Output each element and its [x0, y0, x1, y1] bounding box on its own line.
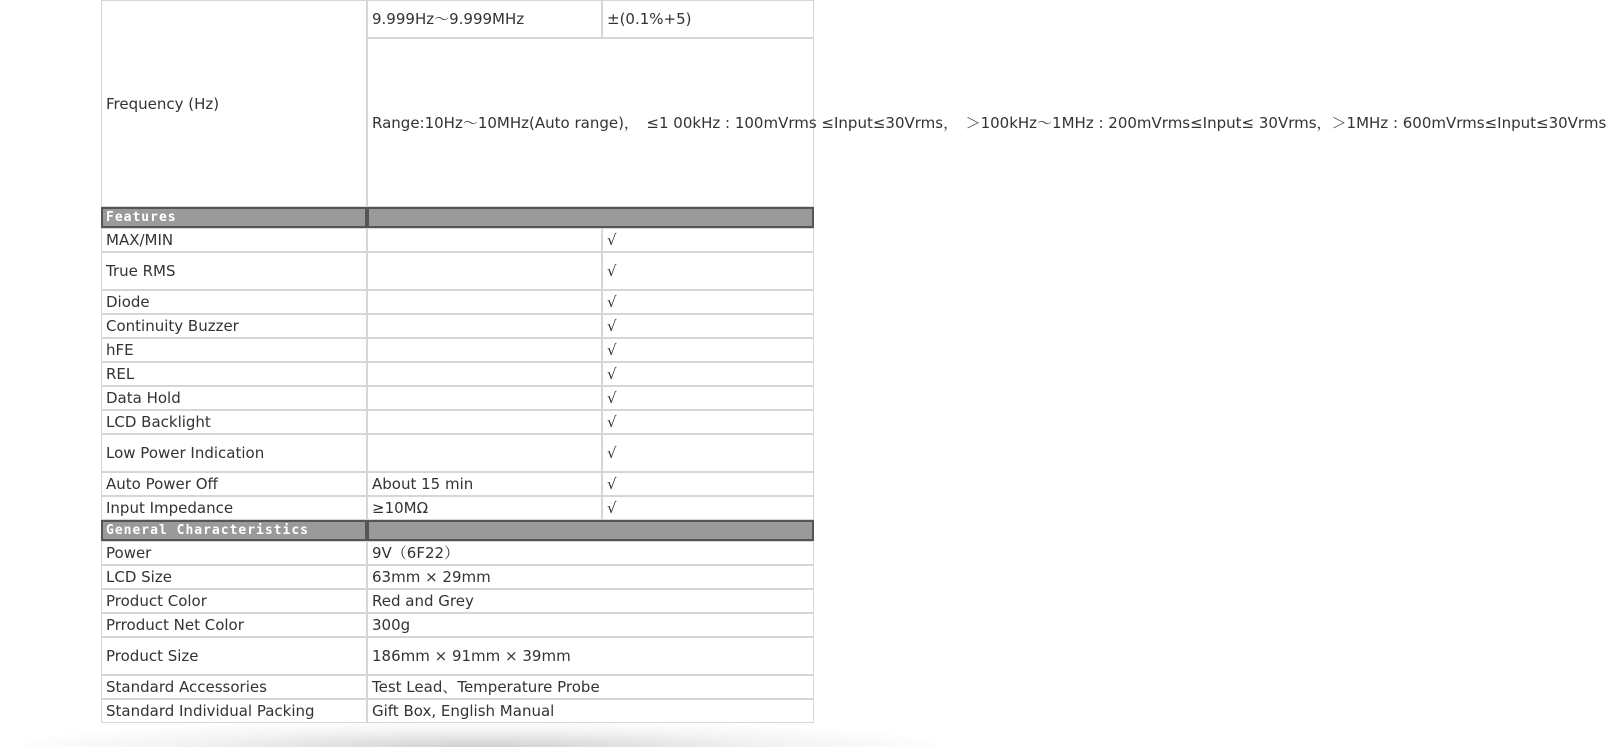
frequency-accuracy: ±(0.1%+5): [602, 0, 814, 38]
feature-row: [101, 472, 814, 496]
feature-row: [101, 252, 814, 290]
general-name: Product Size: [101, 637, 367, 675]
feature-value: ≥10MΩ: [367, 496, 602, 520]
general-value: 9V（6F22）: [367, 541, 814, 565]
spec-sheet: [101, 0, 1606, 720]
feature-check: √: [602, 362, 814, 386]
feature-row: [101, 410, 814, 434]
feature-check: √: [602, 496, 814, 520]
general-value: 300g: [367, 613, 814, 637]
feature-row: [101, 362, 814, 386]
feature-name: REL: [101, 362, 367, 386]
features-section-header: [101, 207, 814, 228]
general-value: Test Lead、Temperature Probe: [367, 675, 814, 699]
general-value: Gift Box, English Manual: [367, 699, 814, 723]
feature-name: LCD Backlight: [101, 410, 367, 434]
feature-row: [101, 496, 814, 520]
feature-value: [367, 228, 602, 252]
feature-name: MAX/MIN: [101, 228, 367, 252]
feature-check: √: [602, 386, 814, 410]
frequency-note: Range:10Hz～10MHz(Auto range)， ≤1 00kHz : 100mVrms ≤Input≤30Vrms， ＞100kHz～1MHz : 200mVrms≤Input≤ 30Vrms，＞1MHz : 600mVrms≤Input≤30Vrms: [367, 38, 814, 207]
frequency-row: [101, 0, 814, 38]
spec-table: [101, 0, 1606, 723]
feature-value: [367, 362, 602, 386]
feature-check: √: [602, 228, 814, 252]
general-name: Standard Accessories: [101, 675, 367, 699]
feature-name: Auto Power Off: [101, 472, 367, 496]
feature-name: True RMS: [101, 252, 367, 290]
frequency-range-value: 9.999Hz～9.999MHz: [367, 0, 602, 38]
feature-row: [101, 314, 814, 338]
feature-check: √: [602, 252, 814, 290]
general-row: [101, 565, 814, 589]
feature-value: [367, 386, 602, 410]
feature-row: [101, 434, 814, 472]
feature-name: hFE: [101, 338, 367, 362]
features-header: Features: [101, 207, 367, 228]
feature-value: [367, 338, 602, 362]
general-row: [101, 589, 814, 613]
feature-check: √: [602, 314, 814, 338]
feature-check: √: [602, 290, 814, 314]
feature-value: About 15 min: [367, 472, 602, 496]
feature-row: [101, 338, 814, 362]
feature-check: √: [602, 410, 814, 434]
feature-check: √: [602, 338, 814, 362]
page-shadow: [20, 722, 940, 747]
feature-check: √: [602, 472, 814, 496]
feature-value: [367, 314, 602, 338]
general-section-header: [101, 520, 814, 541]
feature-name: Diode: [101, 290, 367, 314]
feature-value: [367, 434, 602, 472]
general-value: Red and Grey: [367, 589, 814, 613]
general-value: 63mm × 29mm: [367, 565, 814, 589]
feature-value: [367, 290, 602, 314]
general-name: Standard Individual Packing: [101, 699, 367, 723]
general-name: Prroduct Net Color: [101, 613, 367, 637]
general-row: [101, 613, 814, 637]
feature-value: [367, 410, 602, 434]
general-row: [101, 675, 814, 699]
feature-name: Input Impedance: [101, 496, 367, 520]
general-name: Product Color: [101, 589, 367, 613]
feature-check: √: [602, 434, 814, 472]
feature-row: [101, 228, 814, 252]
general-header: General Characteristics: [101, 520, 367, 541]
general-row: [101, 699, 814, 723]
features-header-fill: [367, 207, 814, 228]
feature-value: [367, 252, 602, 290]
general-value: 186mm × 91mm × 39mm: [367, 637, 814, 675]
feature-name: Low Power Indication: [101, 434, 367, 472]
general-header-fill: [367, 520, 814, 541]
feature-name: Continuity Buzzer: [101, 314, 367, 338]
general-name: LCD Size: [101, 565, 367, 589]
feature-row: [101, 290, 814, 314]
general-row: [101, 541, 814, 565]
feature-row: [101, 386, 814, 410]
general-row: [101, 637, 814, 675]
general-name: Power: [101, 541, 367, 565]
frequency-label: Frequency (Hz): [101, 0, 367, 207]
feature-name: Data Hold: [101, 386, 367, 410]
